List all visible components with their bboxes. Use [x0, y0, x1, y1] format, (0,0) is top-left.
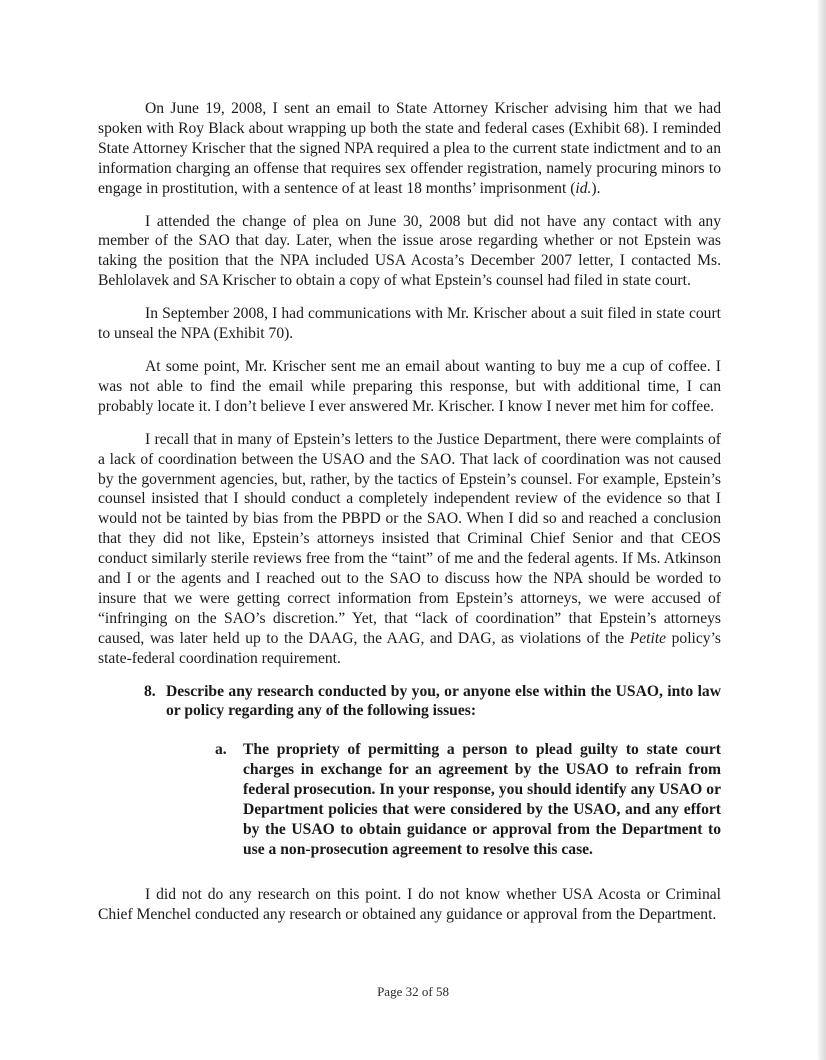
question-8-text: Describe any research conducted by you, or anyone else within the USAO, into law or policy regarding any of the following issues: — [166, 682, 721, 720]
footer-separator: of — [418, 984, 436, 999]
citation-id: id. — [575, 179, 592, 197]
question-8a-letter: a. — [215, 741, 227, 759]
paragraph-change-of-plea — [98, 212, 721, 292]
footer-total-pages: 58 — [435, 984, 449, 999]
page-body — [98, 99, 721, 925]
paragraph-text: On June 19, 2008, I sent an email to State Attorney Krischer advising him that we had spoken with Roy Black about wrapping up both the state and federal cases (Exhibit 68). I reminded State Attorney Krischer that the signed NPA required a plea to the current state indictment and to an information charging an offense that requires sex offender registration, namely procuring minors to engage in prostitution, with a sentence of at least 18 months’ imprisonment ( — [98, 100, 721, 197]
paragraph-text: In September 2008, I had communications with Mr. Krischer about a suit filed in state court to unseal the NPA (Exhibit 70). — [98, 305, 721, 343]
paragraph-text: I recall that in many of Epstein’s letters to the Justice Department, there were complaints of a lack of coordination between the USAO and the SAO. That lack of coordination was not caused by the government agencies, but, rather, by the tactics of Epstein’s counsel. For example, Epstein’s counsel insisted that I should conduct a completely independent review of the evidence so that I would not be tainted by bias from the PBPD or the SAO. When I did so and reached a conclusion that they did not like, Epstein’s attorneys insisted that Criminal Chief Senior and that CEOS conduct similarly sterile reviews free from the “taint” of me and the federal agents. If Ms. Atkinson and I or the agents and I reached out to the SAO to discuss how the NPA should be worded to insure that we were getting correct information from Epstein’s attorneys, we were accused of “infringing on the SAO’s discretion.” Yet, that “lack of coordination” that Epstein’s attorneys caused, was later held up to the DAAG, the AAG, and DAG, as violations of the — [98, 430, 721, 647]
paragraph-text-end: policy’s state-federal coordination requirement. — [98, 629, 722, 667]
answer-8a — [98, 885, 721, 925]
paragraph-lack-of-coordination — [98, 430, 721, 669]
answer-text: I did not do any research on this point. I do not know whether USA Acosta or Criminal Chief Menchel conducted any research or obtained any guidance or approval from the Department. — [98, 885, 721, 923]
question-8 — [98, 682, 721, 722]
paragraph-june-19-email — [98, 99, 721, 199]
paragraph-text-end: ). — [591, 179, 601, 197]
paragraph-text: I attended the change of plea on June 30, 2008 but did not have any contact with any member of the SAO that day. Later, when the issue arose regarding whether or not Epstein was taking the position that the NPA included USA Acosta’s December 2007 letter, I contacted Ms. Behlolavek and SA Krischer to obtain a copy of what Epstein’s counsel had filed in state court. — [98, 212, 721, 290]
paragraph-september-2008 — [98, 304, 721, 344]
citation-petite: Petite — [629, 629, 667, 647]
footer-prefix: Page — [377, 984, 406, 999]
question-8a-text: The propriety of permitting a person to plead guilty to state court charges in exchange for an agreement by the USAO to refrain from federal prosecution. In your response, you should identify any USAO or Department policies that were considered by the USAO, and any effort by the USAO to obtain guidance or approval from the Department to use a non-prosecution agreement to resolve this case. — [243, 741, 721, 858]
paragraph-coffee-email — [98, 357, 721, 417]
page-edge-shadow — [817, 0, 826, 1060]
page-footer — [0, 984, 826, 1000]
paragraph-text: At some point, Mr. Krischer sent me an email about wanting to buy me a cup of coffee. I was not able to find the email while preparing this response, but with additional time, I can probably locate it. I don’t believe I ever answered Mr. Krischer. I know I never met him for coffee. — [98, 357, 721, 415]
footer-page-number: 32 — [405, 984, 419, 999]
question-8-number: 8. — [144, 682, 156, 700]
question-8a — [98, 740, 721, 859]
